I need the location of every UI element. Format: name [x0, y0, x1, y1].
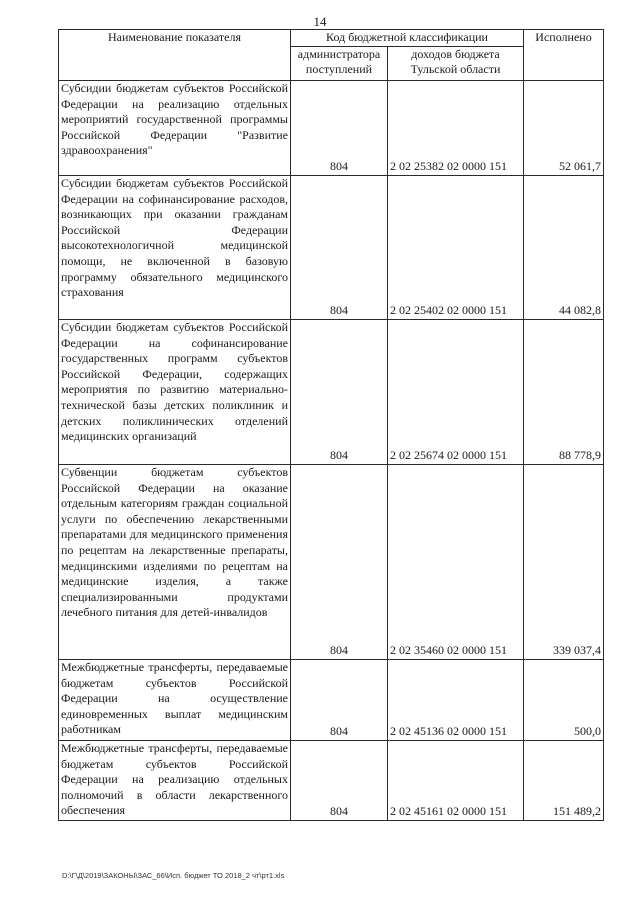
row-executed-amount: 44 082,8	[524, 176, 604, 320]
row-admin-code: 804	[291, 465, 388, 660]
row-executed-amount: 88 778,9	[524, 320, 604, 465]
table-row	[59, 465, 604, 660]
footer-file-path: D:\Г\Д\2019\ЗАКОНЫ\ЗАС_66\Исп. бюджет ТО 2018_2 чт\рт1.xls	[62, 871, 285, 880]
row-admin-code: 804	[291, 320, 388, 465]
row-admin-code: 804	[291, 660, 388, 741]
table-row	[59, 741, 604, 821]
table-row	[59, 320, 604, 465]
row-admin-code: 804	[291, 81, 388, 176]
row-executed-amount: 151 489,2	[524, 741, 604, 821]
row-executed-amount: 500,0	[524, 660, 604, 741]
row-indicator-name: Субсидии бюджетам субъектов Российской Федерации на реализацию отдельных мероприятий государственной программы Российской Федерации "Развитие здравоохранения"	[59, 81, 291, 176]
row-indicator-name: Субвенции бюджетам субъектов Российской Федерации на оказание отдельным категориям граждан социальной услуги по обеспечению лекарственными препаратами для медицинского применения по рецептам на лекарственные препараты, медицинскими изделиями по рецептам на медицинские изделия, а также специализированными продуктами лечебного питания для детей-инвалидов	[59, 465, 291, 660]
row-admin-code: 804	[291, 741, 388, 821]
header-admin-code: администратора поступлений	[291, 47, 388, 81]
header-indicator-name: Наименование показателя	[59, 30, 291, 81]
row-revenue-code: 2 02 45161 02 0000 151	[388, 741, 524, 821]
header-executed: Исполнено	[524, 30, 604, 81]
row-executed-amount: 52 061,7	[524, 81, 604, 176]
header-revenue-code: доходов бюджета Тульской области	[388, 47, 524, 81]
page-number: 14	[313, 14, 327, 29]
row-revenue-code: 2 02 45136 02 0000 151	[388, 660, 524, 741]
row-indicator-name: Межбюджетные трансферты, передаваемые бюджетам субъектов Российской Федерации на реализацию отдельных полномочий в области лекарственного обеспечения	[59, 741, 291, 821]
row-indicator-name: Межбюджетные трансферты, передаваемые бюджетам субъектов Российской Федерации на осуществление единовременных выплат медицинским работникам	[59, 660, 291, 741]
table-row	[59, 176, 604, 320]
row-executed-amount: 339 037,4	[524, 465, 604, 660]
row-indicator-name: Субсидии бюджетам субъектов Российской Федерации на софинансирование расходов, возникающих при оказании гражданам Российской Федерации высокотехнологичной медицинской помощи, не включенной в базовую программу обязательного медицинского страхования	[59, 176, 291, 320]
row-revenue-code: 2 02 25674 02 0000 151	[388, 320, 524, 465]
row-admin-code: 804	[291, 176, 388, 320]
budget-table	[58, 29, 604, 821]
row-indicator-name: Субсидии бюджетам субъектов Российской Федерации на софинансирование государственных программ субъектов Российской Федерации, содержащих мероприятия по развитию материально-технической базы детских поликлиник и детских поликлинических отделений медицинских организаций	[59, 320, 291, 465]
header-classification-code: Код бюджетной классификации	[291, 30, 524, 47]
table-row	[59, 81, 604, 176]
table-row	[59, 660, 604, 741]
row-revenue-code: 2 02 35460 02 0000 151	[388, 465, 524, 660]
row-revenue-code: 2 02 25382 02 0000 151	[388, 81, 524, 176]
row-revenue-code: 2 02 25402 02 0000 151	[388, 176, 524, 320]
